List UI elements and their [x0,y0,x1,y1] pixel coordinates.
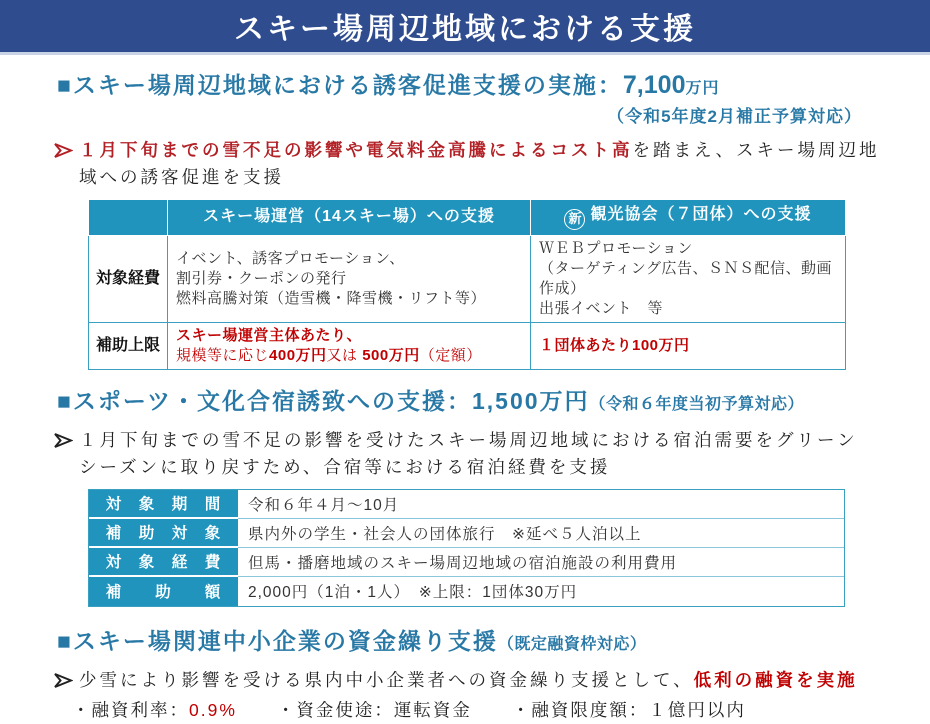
loan-use: ・資金使途：運転資金 [276,699,472,720]
row-value-period: 令和６年４月～10月 [238,490,844,519]
row-label-period: 対 象 期 間 [89,490,238,519]
table-header-row [89,200,846,236]
row-label-subsidy-limit: 補助上限 [89,322,168,369]
table1-header-kanko [531,200,846,236]
subsidy-limit-kanko-cell [531,322,846,369]
bullet1-text-1: を踏まえ、スキー場周辺地 [632,140,880,160]
section1-bullet-text [79,137,880,191]
subsidy-ski-amount1: 400万円 [269,346,327,364]
section2-budget-note: （令和６年度当初予算対応） [589,395,805,413]
row-value-expense: 但馬・播磨地域のスキー場周辺地域の宿泊施設の利用費用 [238,548,844,577]
promotion-support-table [88,199,846,370]
table1-header-ski: スキー場運営（14スキー場）への支援 [168,200,531,236]
subsidy-ski-post: （定額） [419,346,482,364]
subsidy-ski-pre: 規模等に応じ [176,346,270,364]
subsidy-ski-mid: 又は [326,346,363,364]
expenses-kanko-line1: ＷＥＢプロモーション [539,239,693,257]
table-row-expenses [89,235,846,322]
table-row-expense [89,548,844,577]
expenses-kanko-cell [531,235,846,322]
section3-bullet-text [79,667,858,694]
row-label-target: 補 助 対 象 [89,519,238,548]
section1-heading-text: ■スキー場周辺地域における誘客促進支援の実施： [57,72,623,98]
expenses-kanko-line2: （ターゲティング広告、ＳＮＳ配信、動画作成） [539,259,833,297]
subsidy-ski-line2 [176,346,522,366]
bullet3-text: 少雪により影響を受ける県内中小企業者への資金繰り支援として、 [79,669,694,690]
subsidy-ski-line1: スキー場運営主体あたり、 [176,326,363,344]
bullet2-line2: シーズンに取り戻すため、合宿等における宿泊経費を支援 [79,456,611,477]
expenses-ski-cell [168,235,531,322]
loan-limit: ・融資限度額：１億円以内 [511,699,746,720]
table-row-subsidy-limit [89,322,846,369]
expenses-ski-line2: 割引券・クーポンの発行 [176,269,347,287]
title-bar [0,0,930,55]
section1-bullet [53,137,910,191]
subsidy-ski-amount2: 500万円 [362,346,420,364]
row-label-expenses: 対象経費 [89,235,168,322]
section2-heading [57,385,910,421]
section3-budget-note: （既定融資枠対応） [497,635,647,653]
bullet1-emphasis: １月下旬までの雪不足の影響や電気料金高騰によるコスト高 [79,140,633,160]
bullet1-text-2: 域への誘客促進を支援 [79,167,284,187]
table-row-amount [89,577,844,606]
section1-amount: 7,100 [622,71,686,99]
camp-support-table [88,489,845,607]
row-value-amount: 2,000円（1泊・1人） ※上限：1団体30万円 [248,584,578,601]
section2-bullet [53,427,910,481]
section3-heading [57,625,910,661]
arrow-bullet-icon [53,137,79,159]
expenses-kanko-line3: 出張イベント 等 [539,299,664,317]
table-row-target [89,519,844,548]
section1-budget-note: （令和5年度2月補正予算対応） [607,107,862,126]
section3-heading-text: ■スキー場関連中小企業の資金繰り支援 [57,627,498,654]
row-value-target: 県内外の学生・社会人の団体旅行 ※延べ５人泊以上 [238,519,844,548]
section2-bullet-text [79,427,858,481]
table-row-period [89,490,844,519]
section1-amount-unit: 万円 [685,80,720,97]
arrow-bullet-icon [53,667,79,689]
expenses-ski-line3: 燃料高騰対策（造雪機・降雪機・リフト等） [176,289,487,307]
new-badge: 新 [564,209,585,230]
loan-rate-value: 0.9% [189,699,237,720]
bullet3-emphasis: 低利の融資を実施 [693,669,858,690]
page-title: スキー場周辺地域における支援 [234,13,696,46]
table1-header-kanko-text: 観光協会（７団体）への支援 [590,206,812,223]
subsidy-kanko-amount: １団体あたり100万円 [539,336,690,354]
row-label-expense: 対 象 経 費 [89,548,238,577]
table1-header-empty [89,200,168,236]
section3-bullet [53,667,910,694]
expenses-ski-line1: イベント、誘客プロモーション、 [176,249,405,267]
section1-heading [57,69,910,105]
bullet2-line1: １月下旬までの雪不足の影響を受けたスキー場周辺地域における宿泊需要をグリーン [79,429,858,450]
row-label-amount: 補 助 額 [89,577,238,606]
section2-heading-text: ■スポーツ・文化合宿誘致への支援：1,500万円 [57,387,590,414]
subsidy-limit-ski-cell [168,322,531,369]
loan-details [72,697,930,724]
loan-rate [72,697,237,724]
loan-rate-label: ・融資利率： [72,699,189,720]
arrow-bullet-icon [53,427,79,449]
